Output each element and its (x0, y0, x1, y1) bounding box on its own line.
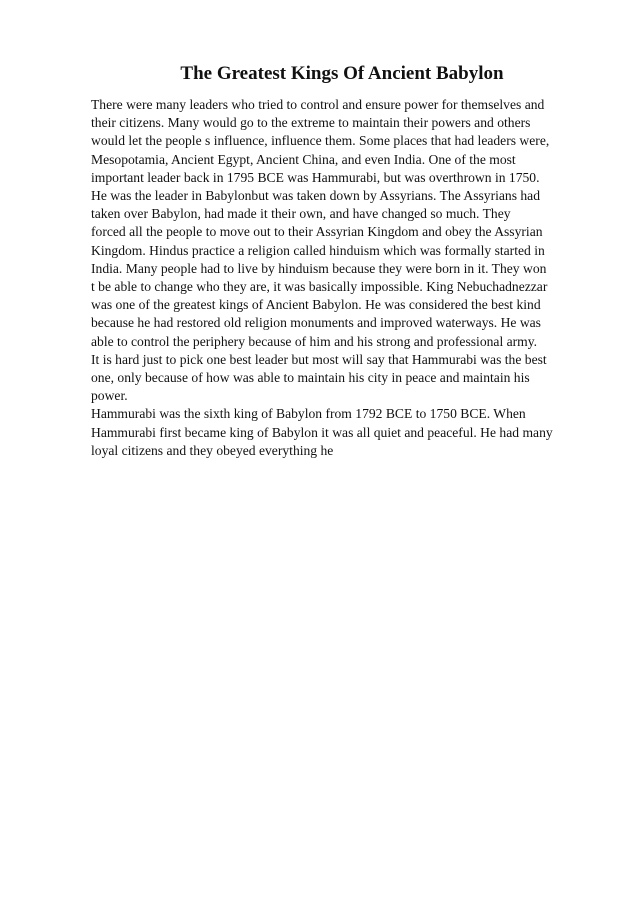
text-line: taken over Babylon, had made it their own, and have changed so much. They (91, 206, 511, 222)
text-line: would let the people s influence, influence them. Some places that had leaders were, (91, 133, 550, 149)
text-line: t be able to change who they are, it was basically impossible. King Nebuchadnezzar (91, 279, 548, 295)
text-line: important leader back in 1795 BCE was Hammurabi, but was overthrown in 1750. (91, 169, 540, 185)
text-line: He was the leader in Babylonbut was taken down by Assyrians. The Assyrians had (91, 188, 541, 204)
text-line: forced all the people to move out to their Assyrian Kingdom and obey the Assyrian (91, 224, 543, 240)
text-line: loyal citizens and they obeyed everything he (91, 442, 334, 458)
document-body (91, 96, 591, 460)
text-line: It is hard just to pick one best leader but most will say that Hammurabi was the best (91, 351, 547, 367)
document-title: The Greatest Kings Of Ancient Babylon (180, 63, 504, 84)
text-line: India. Many people had to live by hinduism because they were born in it. They won (91, 260, 547, 276)
text-line: one, only because of how was able to maintain his city in peace and maintain his (91, 370, 530, 386)
text-line: Hammurabi first became king of Babylon it was all quiet and peaceful. He had many (91, 424, 553, 440)
text-line: power. (91, 388, 128, 404)
text-line: Kingdom. Hindus practice a religion called hinduism which was formally started in (91, 242, 545, 258)
text-line: because he had restored old religion monuments and improved waterways. He was (91, 315, 541, 331)
text-line: their citizens. Many would go to the extreme to maintain their powers and others (91, 115, 531, 131)
text-line: able to control the periphery because of him and his strong and professional army. (91, 333, 538, 349)
text-line: There were many leaders who tried to control and ensure power for themselves and (91, 97, 545, 112)
text-line: Hammurabi was the sixth king of Babylon from 1792 BCE to 1750 BCE. When (91, 406, 526, 422)
text-line: was one of the greatest kings of Ancient Babylon. He was considered the best kind (91, 297, 541, 313)
text-line: Mesopotamia, Ancient Egypt, Ancient China, and even India. One of the most (91, 151, 516, 167)
